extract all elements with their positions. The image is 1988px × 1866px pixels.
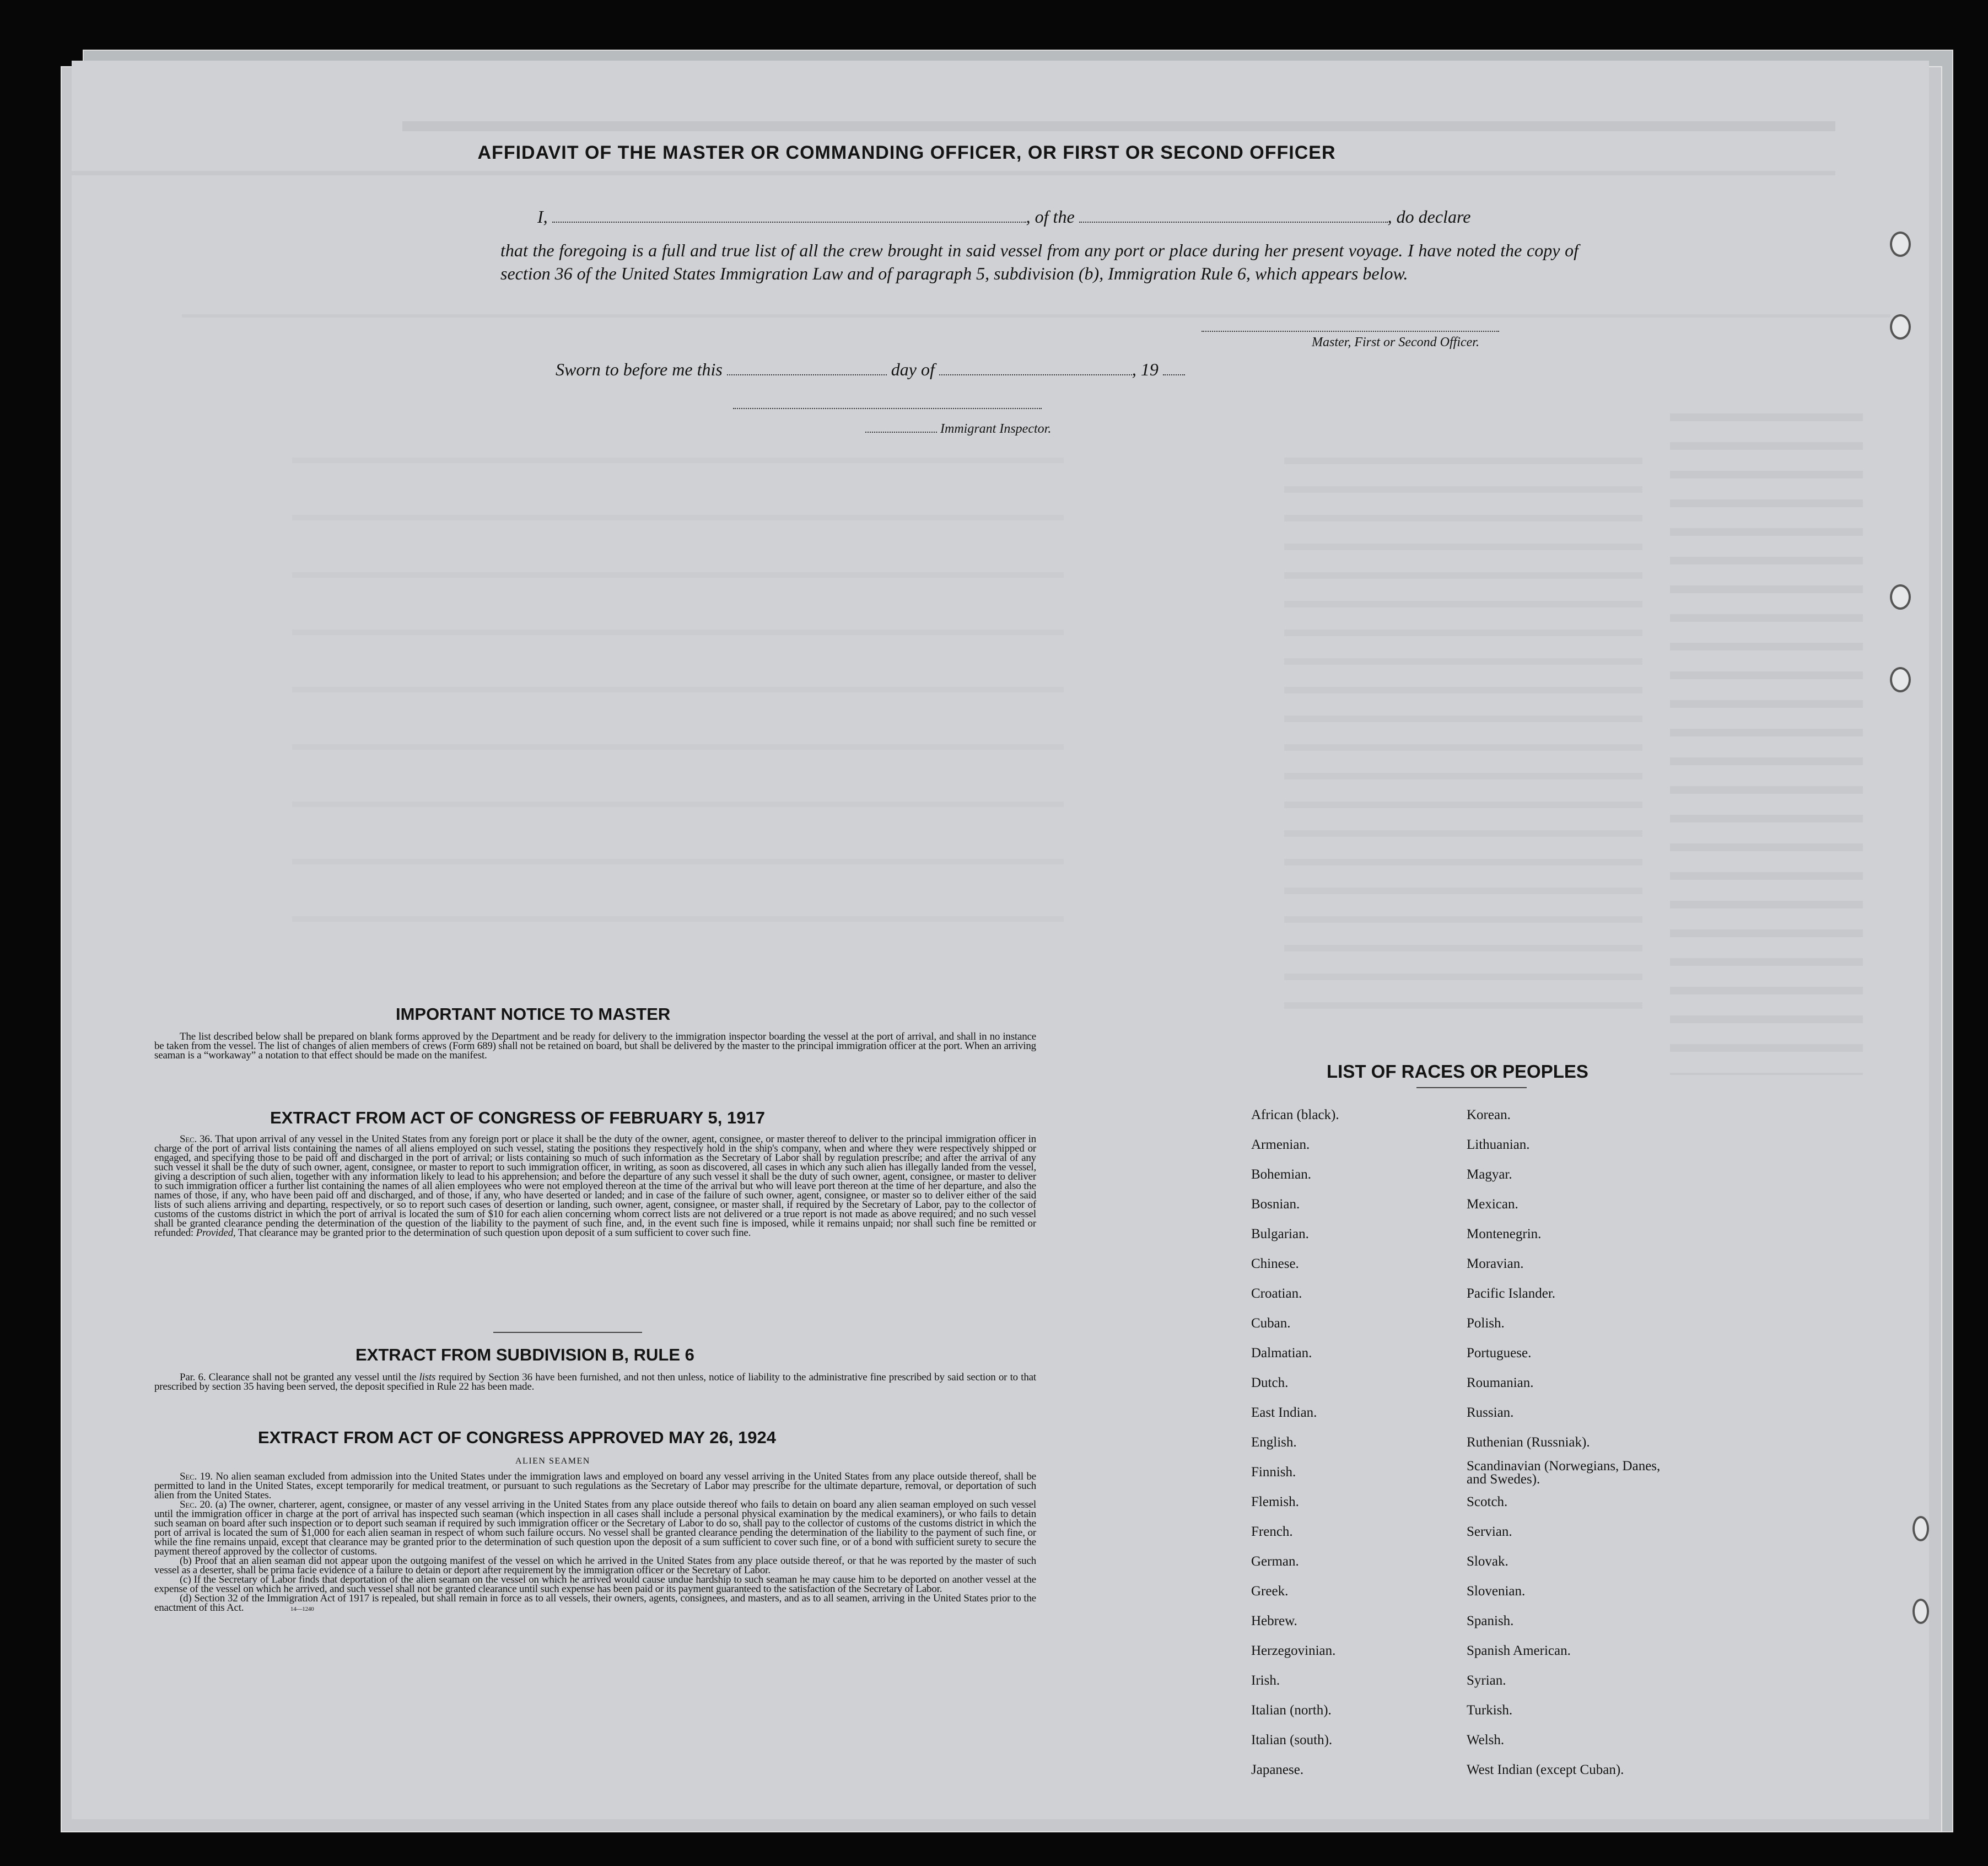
extract-rule6-text [154, 1373, 1036, 1391]
extract-1924-title: EXTRACT FROM ACT OF CONGRESS APPROVED MAY 26, 1924 [258, 1428, 776, 1447]
race-item: Korean. [1467, 1107, 1511, 1122]
sec20a-text: (a) The owner, charterer, agent, consignee, or master of any vessel arriving in the United States from any place outside thereof who fails to detain on board any alien seaman employed on such vessel until the immigration officer in charge at the port of arrival has inspected such seaman (which inspection in all cases shall include a personal physical examination by the medical examiners), or who fails to detain such seaman on board after such inspection or to deport such seaman if required by such immigration officer or the Secretary of Labor to do so, shall pay to the collector of customs of the customs district in which the port of arrival is located the sum of $1,000 for each alien seaman in respect of whom such failure occurs. No vessel shall be granted clearance pending the determination of the liability to the payment of such fine, or while the fine remains unpaid, except that clearance may be granted prior to the determination of such question upon the deposit of a sum sufficient to cover such fine, or of a bond with sufficient surety to secure the payment thereof approved by the collector of customs. [154, 1499, 1036, 1557]
race-item: Finnish. [1251, 1465, 1296, 1480]
race-item: Croatian. [1251, 1286, 1302, 1301]
sworn-month-field[interactable] [939, 374, 1132, 375]
par6-lists: lists [419, 1372, 436, 1383]
notice-title: IMPORTANT NOTICE TO MASTER [396, 1004, 671, 1024]
race-item: Hebrew. [1251, 1614, 1297, 1628]
par6-label: Par. 6. [180, 1372, 206, 1383]
inspector-signature-line[interactable] [733, 408, 1042, 409]
do-declare-label: , do declare [1387, 207, 1471, 227]
race-item: Italian (south). [1251, 1733, 1333, 1747]
divider [493, 1332, 642, 1333]
race-item: Scandinavian (Norwegians, Danes, and Swedes). [1467, 1459, 1661, 1487]
affidavit-statement: that the foregoing is a full and true list of all the crew brought in said vessel from any port or place during her present voyage. I have noted the copy of section 36 of the United States Immigration Law and of paragraph 5, subdivision (b), Immigration Rule 6, which appears below. [500, 240, 1578, 283]
notice-paragraph: The list described below shall be prepared on blank forms approved by the Department and be ready for delivery to the immigration inspector boarding the vessel at the port of arrival, and shall in no instance be taken from the vessel. The list of changes of alien members of crews (Form 689) shall not be retained on board, but shall be delivered by the master to the principal immigration officer at the port. When an arriving seaman is a “workaway” a notation to that effect should be made on the manifest. [154, 1031, 1036, 1061]
manifest-page [72, 61, 1929, 1819]
race-item: Armenian. [1251, 1137, 1310, 1152]
alien-seamen-subtitle: ALIEN SEAMEN [515, 1456, 590, 1466]
race-item: West Indian (except Cuban). [1467, 1762, 1624, 1777]
punch-hole [1912, 1599, 1929, 1624]
race-item: Bulgarian. [1251, 1227, 1309, 1241]
race-item: Pacific Islander. [1467, 1286, 1556, 1301]
form-number: 14—1240 [290, 1606, 314, 1612]
race-item: Chinese. [1251, 1256, 1299, 1271]
sec20d-text: (d) Section 32 of the Immigration Act of 1917 is repealed, but shall remain in force as to all vessels, their owners, agents, consignees, and masters, and as to all seamen, arriving in the United States prior to the enactment of this Act. [154, 1593, 1036, 1614]
race-item: Welsh. [1467, 1733, 1505, 1747]
extract-rule6-title: EXTRACT FROM SUBDIVISION B, RULE 6 [355, 1345, 694, 1364]
year-label: , 19 [1132, 359, 1159, 379]
sec20-label: Sec. 20. [180, 1499, 213, 1510]
punch-hole [1890, 584, 1911, 610]
race-item: Spanish. [1467, 1614, 1514, 1628]
race-item: Bosnian. [1251, 1197, 1300, 1212]
par6-text-a: Clearance shall not be granted any vessel until the [208, 1372, 417, 1383]
race-item: Dutch. [1251, 1375, 1289, 1390]
race-item: Servian. [1467, 1524, 1512, 1539]
race-item: Turkish. [1467, 1703, 1513, 1718]
inspector-caption: Immigrant Inspector. [940, 422, 1052, 436]
sec36-label: Sec. 36. [180, 1133, 213, 1145]
race-item: Polish. [1467, 1316, 1505, 1331]
extract-1917-title: EXTRACT FROM ACT OF CONGRESS OF FEBRUARY 5, 1917 [270, 1108, 765, 1127]
proviso-text: That clearance may be granted prior to the determination of such question upon deposit of a sum sufficient to cover such fine. [238, 1227, 751, 1239]
race-item: Russian. [1467, 1405, 1514, 1420]
race-item: French. [1251, 1524, 1293, 1539]
punch-hole [1890, 667, 1911, 692]
race-item: Flemish. [1251, 1494, 1299, 1509]
race-item: Dalmatian. [1251, 1346, 1312, 1360]
race-item: German. [1251, 1554, 1299, 1569]
inspector-lead-dots [865, 432, 937, 433]
proviso-label: Provided, [196, 1227, 236, 1239]
punch-hole [1890, 232, 1911, 257]
race-item: African (black). [1251, 1107, 1339, 1122]
notice-text [154, 1032, 1036, 1060]
race-item: Magyar. [1467, 1167, 1512, 1182]
race-item: Ruthenian (Russniak). [1467, 1435, 1590, 1450]
race-item: Roumanian. [1467, 1375, 1534, 1390]
inspector-caption-line [865, 422, 1051, 437]
punch-hole [1912, 1516, 1929, 1541]
race-item: Japanese. [1251, 1762, 1304, 1777]
race-item: Moravian. [1467, 1256, 1524, 1271]
sec20c-text: (c) If the Secretary of Labor finds that deportation of the alien seaman on the vessel on which he arrived would cause undue hardship to such seaman he may cause him to be deported on another vessel at the expense of the vessel on which he arrived, and such vessel shall not be granted clearance until such expense has been paid or its payment guaranteed to the satisfaction of the Secretary of Labor. [154, 1574, 1036, 1595]
races-title: LIST OF RACES OR PEOPLES [1327, 1061, 1588, 1082]
par6-text-b: required by Section 36 have been furnished, and not then unless, notice of liability to the administrative fine prescribed by said section or to that prescribed by section 35 having been served, the deposit specified in Rule 22 has been made. [154, 1372, 1036, 1392]
affidavit-title: AFFIDAVIT OF THE MASTER OR COMMANDING OFFICER, OR FIRST OR SECOND OFFICER [477, 142, 1336, 163]
day-of-label: day of [891, 359, 935, 379]
affidavit-declaration-line [537, 207, 1470, 227]
race-item: Greek. [1251, 1584, 1289, 1599]
race-item: Portuguese. [1467, 1346, 1532, 1360]
sworn-year-field[interactable] [1163, 374, 1185, 375]
race-item: Lithuanian. [1467, 1137, 1530, 1152]
extract-1924-text [154, 1472, 1036, 1614]
race-item: Montenegrin. [1467, 1227, 1542, 1241]
sec36-text: That upon arrival of any vessel in the United States from any foreign port or place it shall be the duty of the owner, agent, consignee, or master thereof to deliver to the principal immigration officer in charge of the port of arrival lists containing the names of all aliens employed on such vessel, stating the positions they respectively hold in the ship's company, when and where they were respectively shipped or engaged, and specifying those to be paid off and discharged in the port of arrival; or lists containing so much of such information as the Secretary of Labor shall by regulation prescribe; and after the arrival of any such vessel it shall be the duty of such owner, agent, consignee, or master to report to such immigration officer, in writing, as soon as discovered, all cases in which any such alien has illegally landed from the vessel, giving a description of such alien, together with any information likely to lead to his apprehension; and before the departure of any such vessel it shall be the duty of such owner, agent, consignee, or master to deliver to such immigration officer a further list containing the names of all alien employees who were not employed thereon at the time of the arrival but who will leave port thereon at the time of her departure, and also the names of those, if any, who have been paid off and discharged, and of those, if any, who have deserted or landed; and in case of the failure of such owner, agent, consignee, or master so to deliver either of the said lists of such aliens arriving and departing, respectively, or so to report such cases of desertion or landing, such owner, agent, consignee, or master shall, if required by the Secretary of Labor, pay to the collector of customs of the customs district in which the port of arrival is located the sum of $10 for each alien concerning whom correct lists are not delivered or a true report is not made as above required; and no such vessel shall be granted clearance pending the determination of the question of the liability to the payment of such fine, and, in the event such fine is imposed, while it remains unpaid; nor shall such fine be remitted or refunded: [154, 1133, 1036, 1239]
race-item: Scotch. [1467, 1494, 1508, 1509]
sworn-day-field[interactable] [727, 374, 887, 375]
punch-hole [1890, 314, 1911, 340]
race-item: Slovak. [1467, 1554, 1508, 1569]
race-item: Spanish American. [1467, 1643, 1571, 1658]
sworn-line [556, 359, 1185, 380]
race-item: Bohemian. [1251, 1167, 1312, 1182]
master-signature-caption: Master, First or Second Officer. [1312, 335, 1479, 349]
race-item: Herzegovinian. [1251, 1643, 1336, 1658]
race-item: Italian (north). [1251, 1703, 1332, 1718]
race-item: Cuban. [1251, 1316, 1291, 1331]
i-label: I, [537, 207, 548, 227]
sec19-text: No alien seaman excluded from admission into the United States under the immigration laws and employed on board any vessel arriving in the United States from any place outside thereof, shall be permitted to land in the United States, except temporarily for medical treatment, or pursuant to such regulations as the Secretary of Labor may prescribe for the ultimate departure, removal, or deportation of such alien from the United States. [154, 1471, 1036, 1501]
extract-1917-text [154, 1134, 1036, 1238]
sec19-label: Sec. 19. [180, 1471, 213, 1482]
master-signature-line[interactable] [1202, 331, 1499, 332]
name-field[interactable] [552, 222, 1026, 223]
sec20b-text: (b) Proof that an alien seaman did not appear upon the outgoing manifest of the vessel on which he arrived in the United States from any place outside thereof, or that he was reported by the master of such vessel as a deserter, shall be prima facie evidence of a failure to detain or deport after requirement by the immigration officer or the Secretary of Labor. [154, 1555, 1036, 1576]
race-item: Slovenian. [1467, 1584, 1526, 1599]
of-the-label: , of the [1026, 207, 1075, 227]
race-item: Mexican. [1467, 1197, 1518, 1212]
vessel-field[interactable] [1079, 222, 1388, 223]
race-item: English. [1251, 1435, 1297, 1450]
sworn-label: Sworn to before me this [556, 359, 723, 379]
race-item: East Indian. [1251, 1405, 1317, 1420]
races-title-underline [1416, 1087, 1527, 1088]
race-item: Syrian. [1467, 1673, 1506, 1688]
race-item: Irish. [1251, 1673, 1280, 1688]
